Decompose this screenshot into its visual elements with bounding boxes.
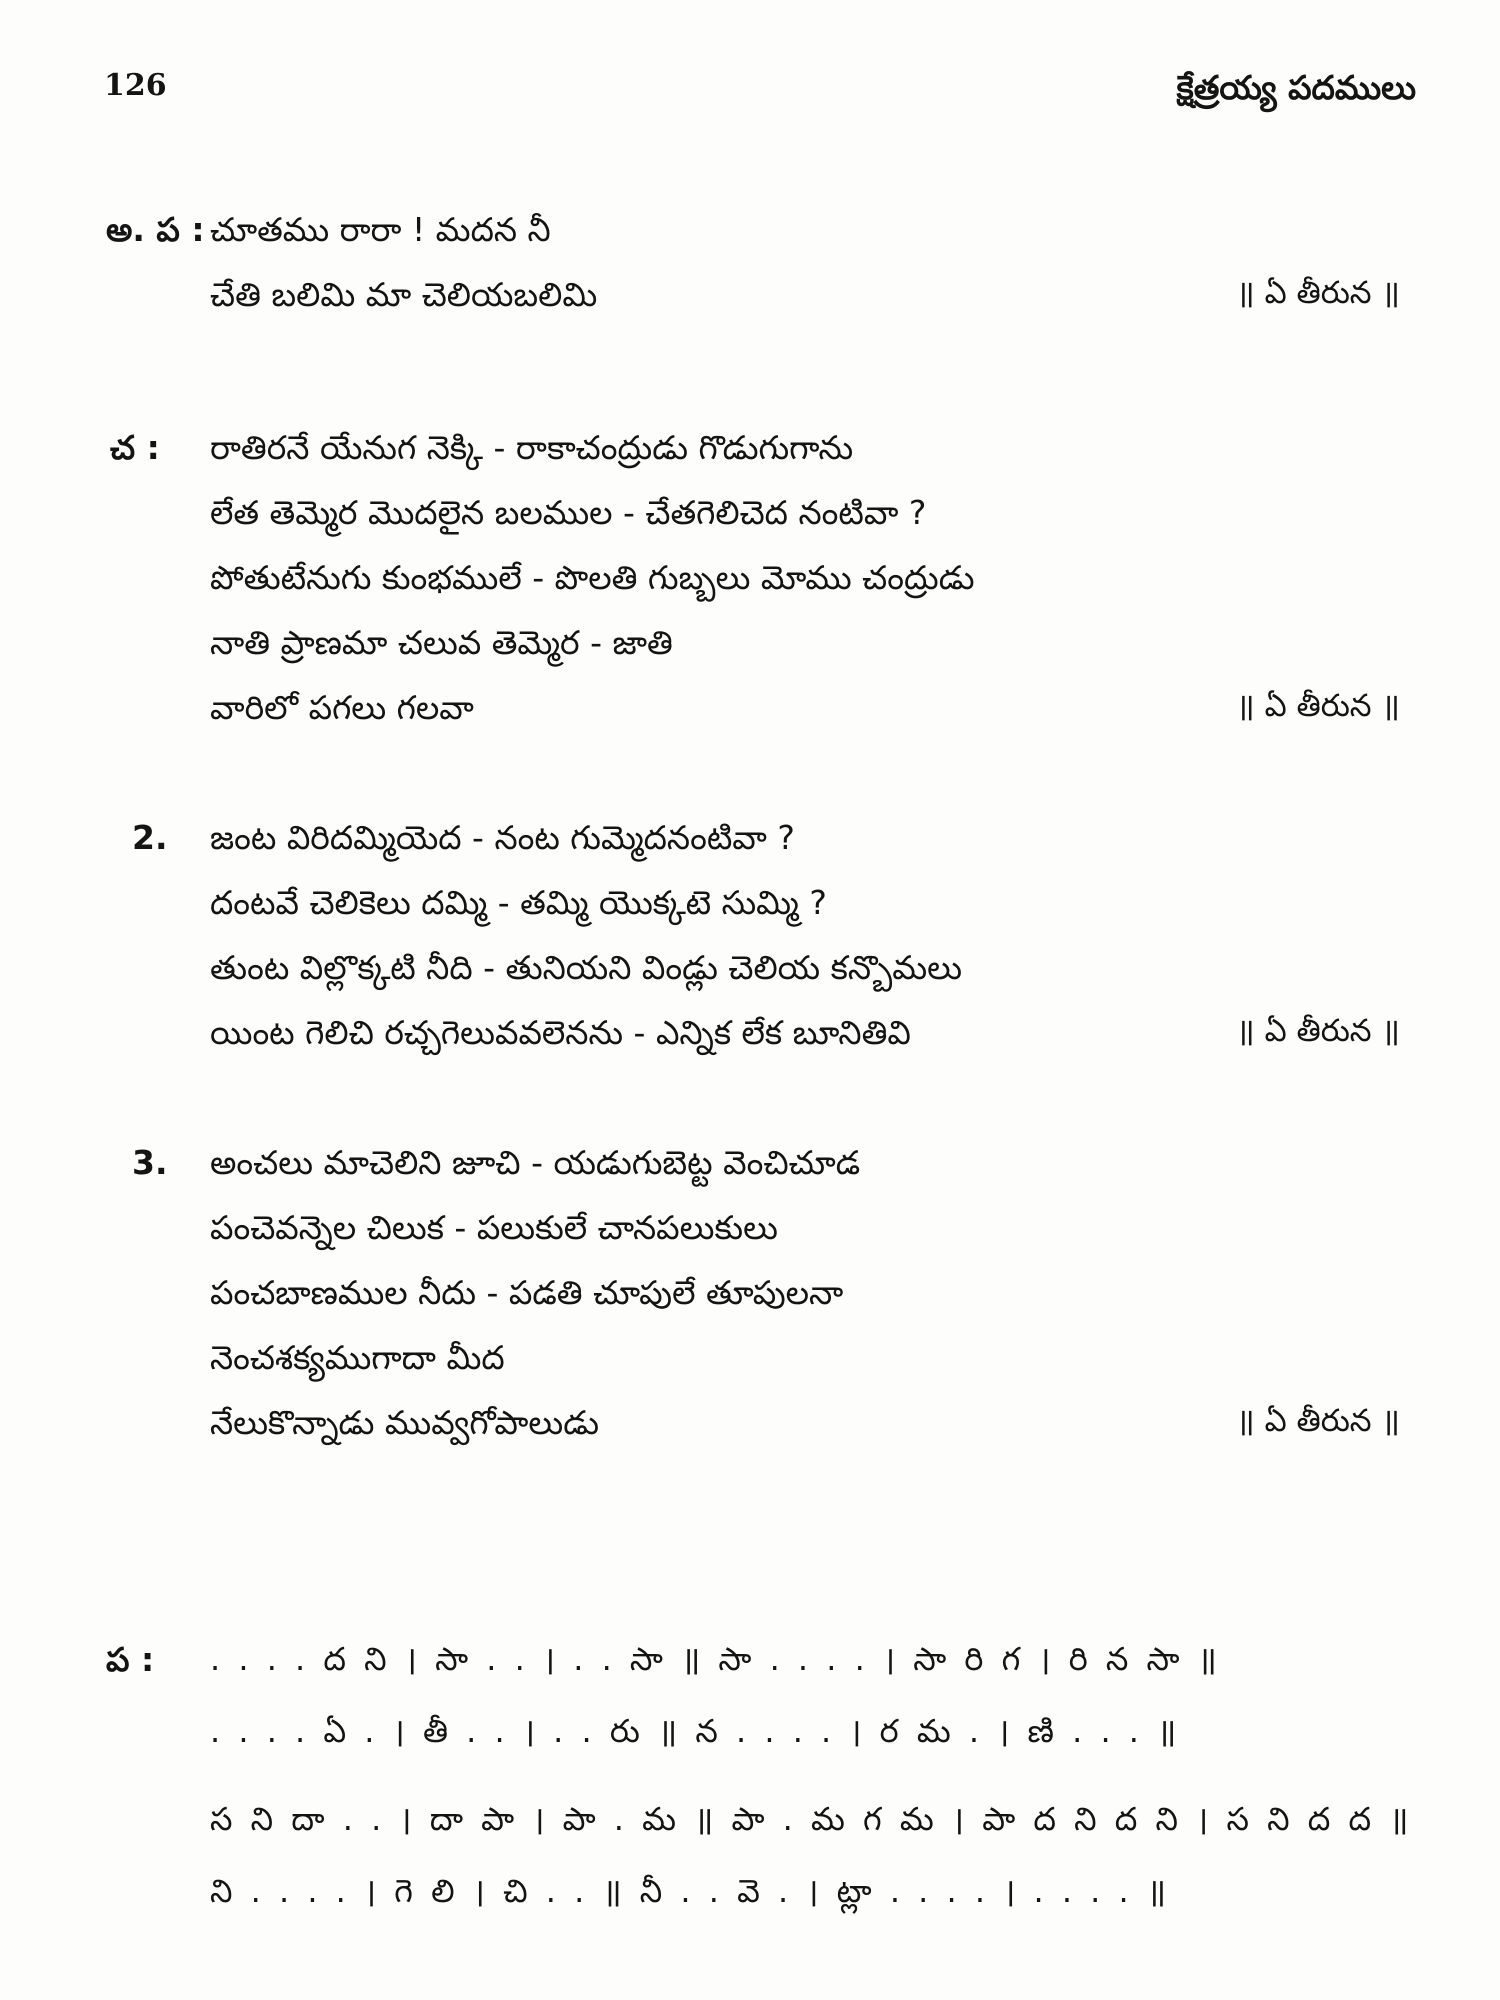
notation-line: . . . . ద ని । సా . . । . . సా ॥ సా . . . . । సా రి గ । రి న సా ॥: [210, 1640, 1221, 1678]
charanam-line: పోతుటేనుగు కుంభములే - పొలతి గుబ్బలు మోము చంద్రుడు: [210, 558, 975, 597]
charanam-line: దంటవే చెలికెలు దమ్మి - తమ్మి యొక్కటె సుమ్మి ?: [210, 883, 827, 922]
charanam-label: 2.: [132, 818, 168, 857]
charanam-line: రాతిరనే యేనుగ నెక్కి - రాకాచంద్రుడు గొడుగుగాను: [210, 428, 854, 467]
notation-line: ని . . . . । గె లి । చి . . ॥ నీ . . వె . । ట్లా . . . . । . . . . ॥: [210, 1872, 1171, 1910]
refrain-marker: ॥ ఏ తీరున ॥: [1236, 1013, 1400, 1049]
charanam-line: నెంచశక్యముగాదా మీద: [210, 1338, 505, 1377]
anupallavi-label: అ. ప :: [106, 210, 205, 249]
charanam-label: 3.: [132, 1143, 168, 1182]
charanam-line: పంచెవన్నెల చిలుక - పలుకులే చానపలుకులు: [210, 1208, 778, 1247]
anupallavi-line: చేతి బలిమి మా చెలియబలిమి: [210, 275, 598, 314]
page-number: 126: [104, 68, 167, 103]
anupallavi-line: చూతము రారా ! మదన నీ: [210, 210, 551, 249]
refrain-marker: ॥ ఏ తీరున ॥: [1236, 1403, 1400, 1439]
charanam-line: లేత తెమ్మెర మొదలైన బలముల - చేతగెలిచెద నంటివా ?: [210, 493, 927, 532]
charanam-line: అంచలు మాచెలిని జూచి - యడుగుబెట్ట వెంచిచూడ: [210, 1143, 861, 1182]
charanam-line: నాతి ప్రాణమా చలువ తెమ్మెర - జాతి: [210, 623, 673, 662]
running-title: క్షేత్రయ్య పదములు: [1176, 68, 1416, 107]
charanam-line: యింట గెలిచి రచ్చగెలువవలెనను - ఎన్నిక లేక బూనితివి: [210, 1013, 911, 1052]
charanam-line: పంచబాణముల నీదు - పడతి చూపులే తూపులనా: [210, 1273, 844, 1312]
notation-line: . . . . ఏ . । తీ . . । . . రు ॥ న . . . . । ర మ . । ణి . . . ॥: [210, 1712, 1181, 1750]
charanam-line: వారిలో పగలు గలవా: [210, 688, 474, 727]
notation-label: ప :: [106, 1640, 155, 1679]
charanam-line: జంట విరిదమ్మియెద - నంట గుమ్మెదనంటివా ?: [210, 818, 795, 857]
refrain-marker: ॥ ఏ తీరున ॥: [1236, 275, 1400, 311]
charanam-line: నేలుకొన్నాడు మువ్వగోపాలుడు: [210, 1403, 600, 1442]
charanam-line: తుంట విల్లొక్కటి నీది - తునియని విండ్లు చెలియ కన్బొమలు: [210, 948, 963, 987]
refrain-marker: ॥ ఏ తీరున ॥: [1236, 688, 1400, 724]
notation-line: స ని దా . . । దా పా । పా . మ ॥ పా . మ గ మ । పా ద ని ద ని । స ని ద ద ॥: [210, 1800, 1413, 1838]
charanam-label: చ :: [110, 428, 160, 467]
